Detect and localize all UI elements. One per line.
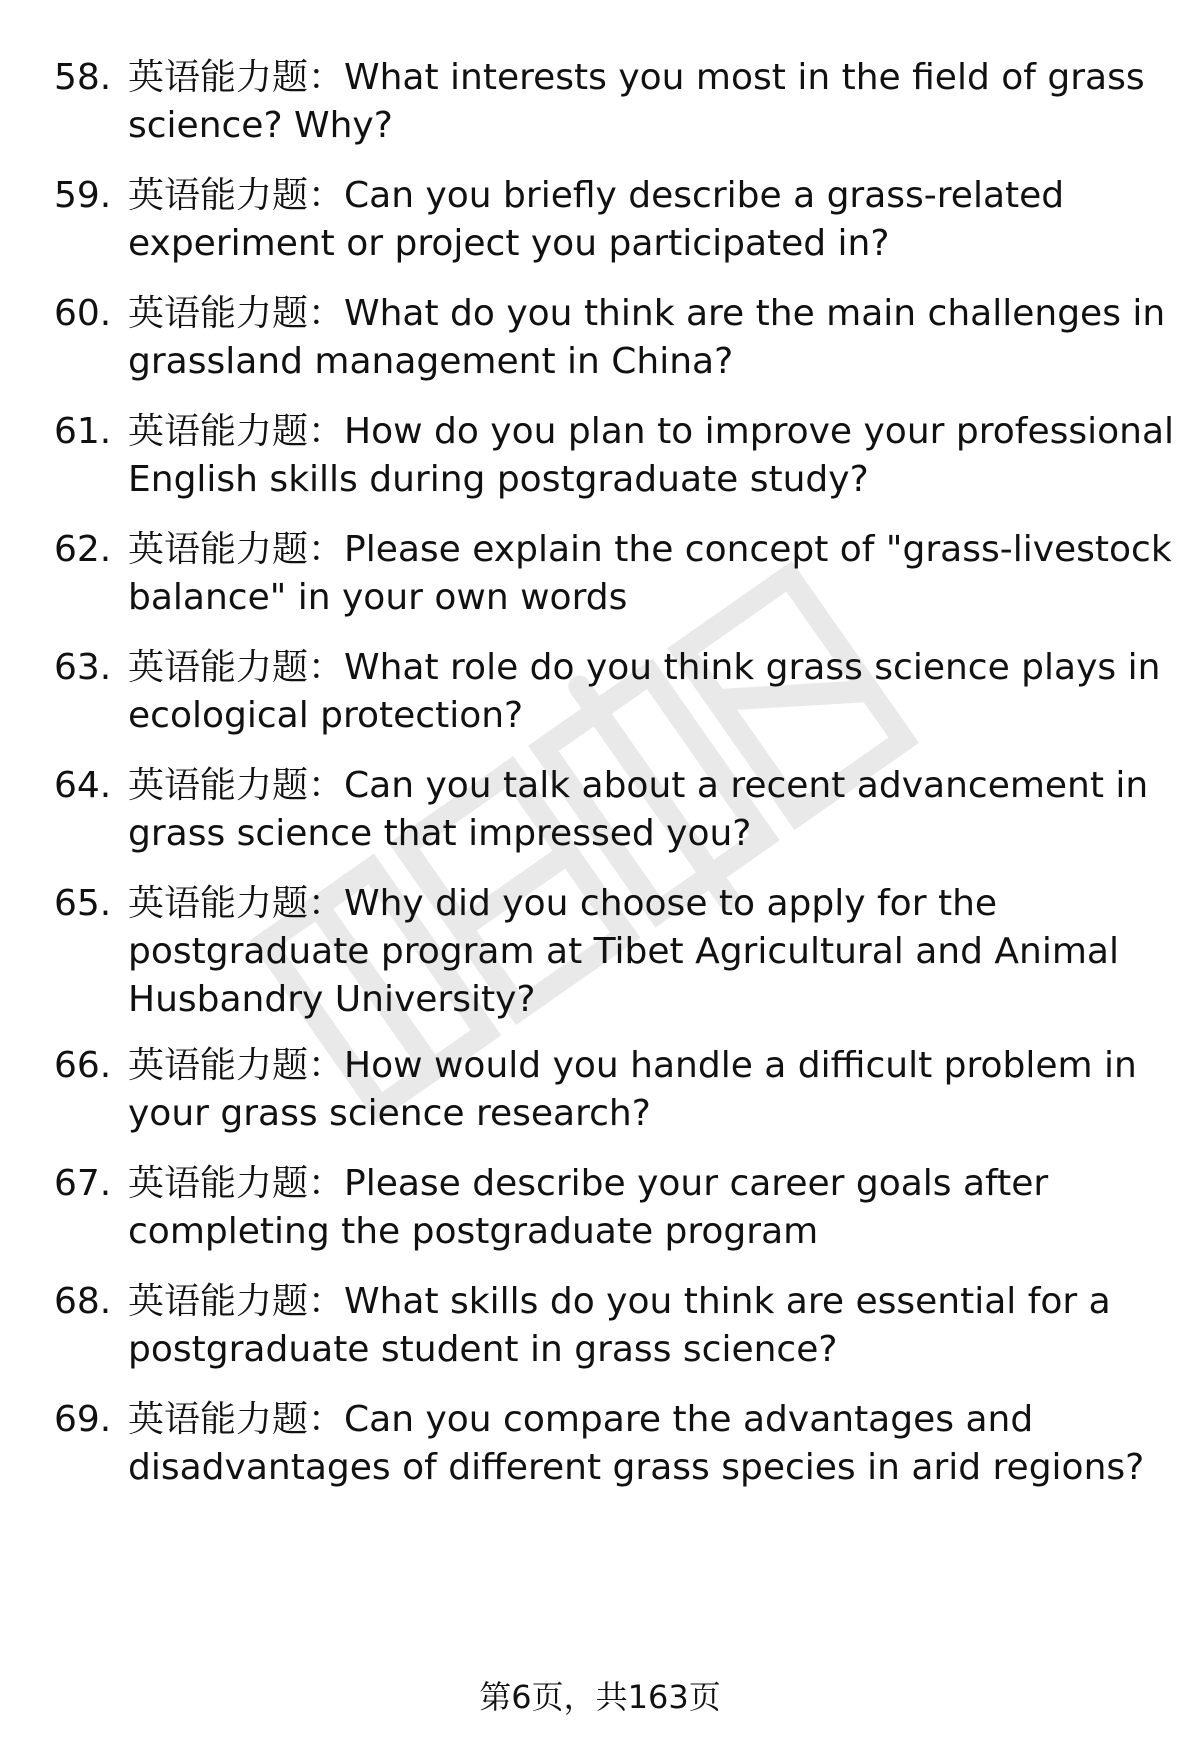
question-text bbox=[128, 54, 1168, 150]
question-line: 英语能力题：Please describe your career goals after bbox=[128, 1163, 1049, 1204]
question-text bbox=[128, 172, 1168, 268]
question-line: English skills during postgraduate study? bbox=[128, 459, 869, 500]
question-line: balance" in your own words bbox=[128, 577, 628, 618]
question-line: 英语能力题：How would you handle a difficult problem in bbox=[128, 1045, 1137, 1086]
question-line: 英语能力题：Can you talk about a recent advancement in bbox=[128, 765, 1149, 806]
question-text bbox=[128, 1396, 1168, 1492]
question-line: 英语能力题：Please explain the concept of "grass-livestock bbox=[128, 529, 1172, 570]
question-number: 60. bbox=[54, 293, 112, 334]
question-line: 英语能力题：What interests you most in the field of grass bbox=[128, 57, 1145, 98]
question-line: 英语能力题：What do you think are the main challenges in bbox=[128, 293, 1166, 334]
question-line: completing the postgraduate program bbox=[128, 1211, 819, 1252]
question-text bbox=[128, 526, 1172, 622]
question-number: 65. bbox=[54, 883, 112, 924]
question-number: 58. bbox=[54, 57, 112, 98]
question-line: grass science that impressed you? bbox=[128, 813, 752, 854]
question-line: postgraduate program at Tibet Agricultural and Animal bbox=[128, 931, 1119, 972]
question-number: 62. bbox=[54, 529, 112, 570]
question-line: 英语能力题：What skills do you think are essential for a bbox=[128, 1281, 1111, 1322]
question-line: 英语能力题：How do you plan to improve your professional bbox=[128, 411, 1175, 452]
question-text bbox=[128, 880, 1168, 1024]
question-line: ecological protection? bbox=[128, 695, 524, 736]
question-number: 61. bbox=[54, 411, 112, 452]
question-number: 66. bbox=[54, 1045, 112, 1086]
question-line: disadvantages of different grass species in arid regions? bbox=[128, 1447, 1145, 1488]
question-number: 63. bbox=[54, 647, 112, 688]
question-text bbox=[128, 644, 1168, 740]
question-text bbox=[128, 762, 1168, 858]
question-line: Husbandry University? bbox=[128, 979, 536, 1020]
question-number: 69. bbox=[54, 1399, 112, 1440]
question-text bbox=[128, 290, 1168, 386]
question-line: grassland management in China? bbox=[128, 341, 734, 382]
question-line: experiment or project you participated in? bbox=[128, 223, 890, 264]
question-number: 59. bbox=[54, 175, 112, 216]
question-text bbox=[128, 1160, 1168, 1256]
question-line: postgraduate student in grass science? bbox=[128, 1329, 838, 1370]
page-footer: 第6页，共163页 bbox=[479, 1678, 721, 1716]
question-line: 英语能力题：Can you compare the advantages and bbox=[128, 1399, 1034, 1440]
question-line: your grass science research? bbox=[128, 1093, 651, 1134]
question-text bbox=[128, 1278, 1168, 1374]
question-text bbox=[128, 1042, 1168, 1138]
question-number: 68. bbox=[54, 1281, 112, 1322]
question-line: 英语能力题：Why did you choose to apply for the bbox=[128, 883, 998, 924]
question-line: 英语能力题：What role do you think grass science plays in bbox=[128, 647, 1161, 688]
question-number: 67. bbox=[54, 1163, 112, 1204]
question-line: 英语能力题：Can you briefly describe a grass-related bbox=[128, 175, 1065, 216]
question-number: 64. bbox=[54, 765, 112, 806]
question-line: science? Why? bbox=[128, 105, 393, 146]
question-text bbox=[128, 408, 1175, 504]
